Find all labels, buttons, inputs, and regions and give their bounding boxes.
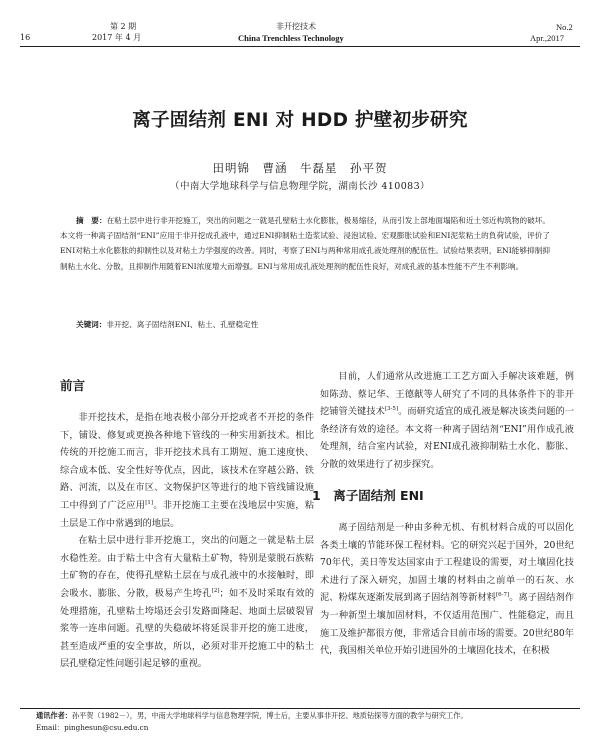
left-column [60,409,314,673]
section-heading-eni: 1 离子固结剂 ENI [312,488,424,503]
abstract-text: 在粘土层中进行非开挖施工，突出的问题之一就是孔壁粘土水化膨胀，极易缩径，从而引发上部地面塌陷和近土邻近构筑物的破坏。本文将一种离子固结剂“ENI”应用于非开挖成孔液中，通过ENI抑制粘土造浆试验、浸泡试验、宏观膨胀试验和ENI泥浆粘土的負荷试验，评价了ENI对粘土水化膨胀的抑制性以及对粘土力学强度的改善。同时，考察了ENI与两种常用成孔液处理剂的配伍性。试验结果表明，ENI能够抑制抑制粘土水化、分散，且抑制作用随着ENI浓度增大而增强。ENI与常用成孔液处理剂的配伍性良好，对成孔液的基本性能不产生不利影响。 [60,216,551,271]
citation: [1] [145,499,154,506]
paragraph [320,519,574,660]
keywords [76,318,550,332]
right-column-section [320,519,574,660]
paragraph-text: 目前，人们通常从改进施工工艺方面入手解决该难题，例如陈劲、蔡记华、王德献等人研究了不同的具体条件下的非开挖铺管关键技术 [320,371,574,418]
issue-number: No.2 [556,22,573,32]
paragraph-text: 。非开挖施工主要在浅地层中实施，粘土层是工作中常遇到的地层。 [60,499,315,529]
keywords-label: 关键词： [76,320,107,329]
paragraph-text: ；如不及时采取有效的处理措施，孔壁粘土垮塌还会引发路面隆起、地面土层破裂冒浆等一连串问题。孔壁的失稳破坏将延误非开挖的施工进度，甚至造成严重的安全事故，所以，必须对非开挖施工中的粘土层孔壁稳定性问题引起足够的重视。 [60,587,315,670]
paragraph-text: 离子固结剂是一种由多种无机、有机材料合成的可以固化各类土壤的节能环保工程材料。它的研究兴起于国外，20世纪70年代，美日等发达国家由于工程建设的需要，对土壤固化技术进行了深入研究，加固土壤的材料由之前单一的石灰、水泥、粉煤灰逐渐发展到离子固结剂等新材料 [320,522,574,604]
paragraph [60,409,314,532]
journal-title-en: China Trenchless Technology [238,33,344,43]
abstract [60,213,550,274]
date-cn: 2017 年 4 月 [92,33,142,42]
paragraph-text: 。而研究适宜的成孔液是解决该类问题的一条经济有效的途径。本文将一种离子固结剂“ENI”用作成孔液处理剂，结合室内试验，对ENI成孔液抑制粘土水化、膨胀、分散的效果进行了初步探究。 [320,406,575,470]
footnote-rule [20,708,580,709]
author-email [36,722,580,734]
citation: [6-7] [496,592,510,599]
issue-label: 第 2 期 [110,22,137,31]
citation: [2] [211,587,220,594]
author-list: 田明锦 曹涵 牛磊星 孙平贺 [212,161,388,175]
bio-label: 通讯作者： [36,711,72,720]
journal-title-cn: 非开挖技术 [276,22,316,31]
article-title: 离子固结剂 ENI 对 HDD 护壁初步研究 [132,110,468,131]
email-label: Email： [36,723,65,732]
paragraph [60,532,314,673]
header-rule [20,46,580,47]
date-en: Apr.,2017 [530,33,564,43]
page-number: 16 [20,33,31,42]
affiliation: （中南大学地球科学与信息物理学院，湖南长沙 410083） [170,181,430,192]
keywords-text: 非开挖、离子固结剂ENI、粘土、孔壁稳定性 [106,320,259,329]
paragraph-text: 。离子固结剂作为一种新型土壤加固材料，不仅适用范围广、性能稳定，而且施工及维护都很方便，非常适合目前市场的需要。20世纪80年代，我国相关单位开始引进国外的土壤固化技术，在积极 [320,592,575,657]
right-column-intro [320,368,574,474]
bio-text: 孙平贺（1982－），男，中南大学地球科学与信息物理学院，博士后，主要从事非开挖、地质钻探等方面的教学与研究工作。 [71,711,468,720]
paragraph-text: 非开挖技术，是指在地表极小部分开挖或者不开挖的条件下，铺设、修复或更换各种地下管线的一种实用新技术。相比传统的开挖施工而言，非开挖技术具有工期短、施工速度快、综合成本低、安全性好等优点，因此，该技术在穿越公路、铁路、河流，以及在市区、文物保护区等进行的地下管线铺设施工中得到了广泛应用 [60,412,314,511]
paragraph-text: 在粘土层中进行非开挖施工，突出的问题之一就是粘土层水稳性差。由于粘土中含有大量粘土矿物，特别是蒙脱石族粘土矿物的存在，使得孔壁粘土层在与成孔液中的水接触时，即会吸水、膨胀、分散，极易产生垮孔 [60,535,314,599]
author-bio [36,710,580,722]
section-heading-preface: 前言 [60,378,86,393]
citation: [3-5] [384,406,398,413]
email-text: pinghesun@csu.edu.cn [64,723,149,732]
paragraph [320,368,574,474]
abstract-label: 摘 要： [76,216,107,225]
